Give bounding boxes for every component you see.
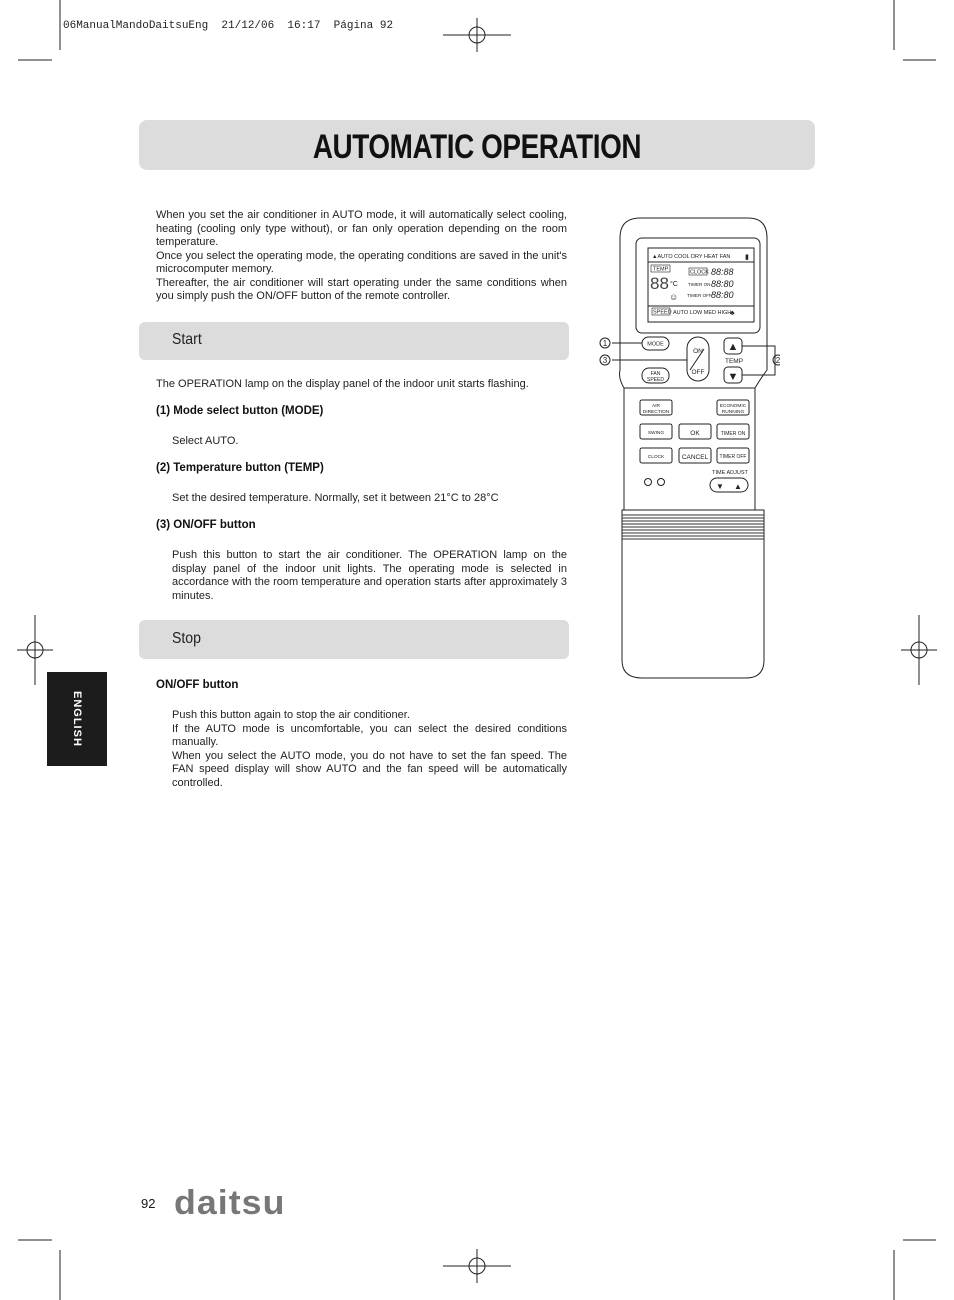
- start-lead: The OPERATION lamp on the display panel of the indoor unit starts flashing.: [156, 378, 529, 390]
- timer-off-button[interactable]: TIMER OFF: [719, 454, 747, 460]
- fan-speed-button-line1[interactable]: FAN: [650, 371, 661, 377]
- temp-heading: (2) Temperature button (TEMP): [156, 462, 324, 474]
- off-label[interactable]: OFF: [691, 369, 705, 376]
- onoff-text: Push this button to start the air conditioner. The OPERATION lamp on the display panel of the indoor unit lights. The operating mode is selected in accordance with the room temperature and operation starts after approximately 3 minutes.: [172, 549, 567, 602]
- stop-heading: ON/OFF button: [156, 679, 239, 691]
- intro-paragraph: Thereafter, the air conditioner will start operating under the same conditions when you simply push the ON/OFF button of the remote controller.: [156, 276, 567, 302]
- callout-3: 3: [602, 356, 608, 365]
- smile-icon: ☺: [669, 292, 679, 302]
- on-label[interactable]: ON: [693, 348, 703, 355]
- intro-text: [156, 209, 567, 304]
- remote-controller-illustration: [590, 210, 780, 686]
- economic-button-line2[interactable]: RUNNING: [721, 410, 745, 415]
- fan-icon: ♣: [730, 310, 735, 317]
- display-timer-off-digits: 88:80: [711, 290, 734, 300]
- callout-1: 1: [602, 339, 608, 348]
- start-section-title: Start: [172, 331, 202, 348]
- mode-heading: (1) Mode select button (MODE): [156, 405, 324, 417]
- page-title: AUTOMATIC OPERATION: [312, 128, 642, 166]
- start-section-band: [139, 322, 569, 360]
- fan-speed-button-line2[interactable]: SPEED: [647, 377, 664, 383]
- stop-text: [172, 709, 567, 790]
- mode-button[interactable]: MODE: [647, 341, 664, 348]
- brand-logo: daitsu: [174, 1184, 286, 1222]
- display-timer-on-tag: TIMER ON: [688, 282, 711, 287]
- display-timer-on-digits: 88:80: [711, 279, 734, 289]
- onoff-heading: (3) ON/OFF button: [156, 519, 256, 531]
- air-direction-button-line1[interactable]: AIR: [652, 404, 660, 409]
- display-speed-tag: SPEED: [653, 309, 672, 316]
- cancel-button[interactable]: CANCEL: [681, 454, 709, 461]
- timer-on-button[interactable]: TIMER ON: [720, 431, 746, 437]
- temp-up-button[interactable]: ▲: [727, 341, 739, 353]
- temp-text: Set the desired temperature. Normally, set it between 21°C to 28°C: [172, 492, 499, 504]
- page-number: 92: [141, 1196, 156, 1211]
- intro-paragraph: When you set the air conditioner in AUTO mode, it will automatically select cooling, heating (cooling only type without), or fan only operation depending on the room temperature.: [156, 209, 567, 248]
- battery-icon: ▮: [745, 254, 749, 261]
- display-mode-list: ▲AUTO COOL DRY HEAT FAN: [652, 254, 731, 260]
- display-temp-tag: TEMP: [653, 266, 669, 273]
- swing-button[interactable]: SWING: [647, 431, 665, 436]
- temp-down-button[interactable]: ▼: [727, 371, 739, 383]
- stop-paragraph: Push this button again to stop the air conditioner.: [172, 709, 410, 721]
- stop-section-title: Stop: [172, 630, 201, 647]
- time-adjust-up-button[interactable]: ▲: [734, 482, 742, 491]
- stop-section-band: [139, 620, 569, 659]
- clock-button[interactable]: CLOCK: [647, 455, 665, 460]
- air-direction-button-line2[interactable]: DIRECTION: [642, 410, 670, 415]
- display-temp-unit: °C: [670, 281, 678, 288]
- economic-button-line1[interactable]: ECONOMIC: [719, 404, 747, 409]
- language-tab-label: ENGLISH: [71, 691, 83, 747]
- temp-label: TEMP: [724, 358, 744, 365]
- intro-paragraph: Once you select the operating mode, the operating conditions are saved in the unit's microcomputer memory.: [156, 249, 567, 275]
- display-timer-off-tag: TIMER OFF: [687, 293, 712, 298]
- time-adjust-label: TIME ADJUST: [712, 470, 748, 476]
- callout-2: 2: [775, 356, 780, 365]
- mode-text: Select AUTO.: [172, 435, 239, 447]
- ok-button[interactable]: OK: [690, 430, 700, 437]
- display-clock-tag: CLOCK: [690, 269, 709, 276]
- stop-paragraph: If the AUTO mode is uncomfortable, you can select the desired conditions manually.: [172, 722, 567, 748]
- time-adjust-down-button[interactable]: ▼: [716, 482, 724, 491]
- display-speed-levels: AUTO LOW MED HIGH: [673, 310, 732, 316]
- display-temp-digits: 88: [650, 274, 669, 293]
- stop-paragraph: When you select the AUTO mode, you do not have to set the fan speed. The FAN speed display will show AUTO and the fan speed will be automatically controlled.: [172, 749, 567, 789]
- print-header: 06ManualMandoDaitsuEng 21/12/06 16:17 Página 92: [63, 20, 394, 32]
- display-clock-digits: 88:88: [711, 267, 734, 277]
